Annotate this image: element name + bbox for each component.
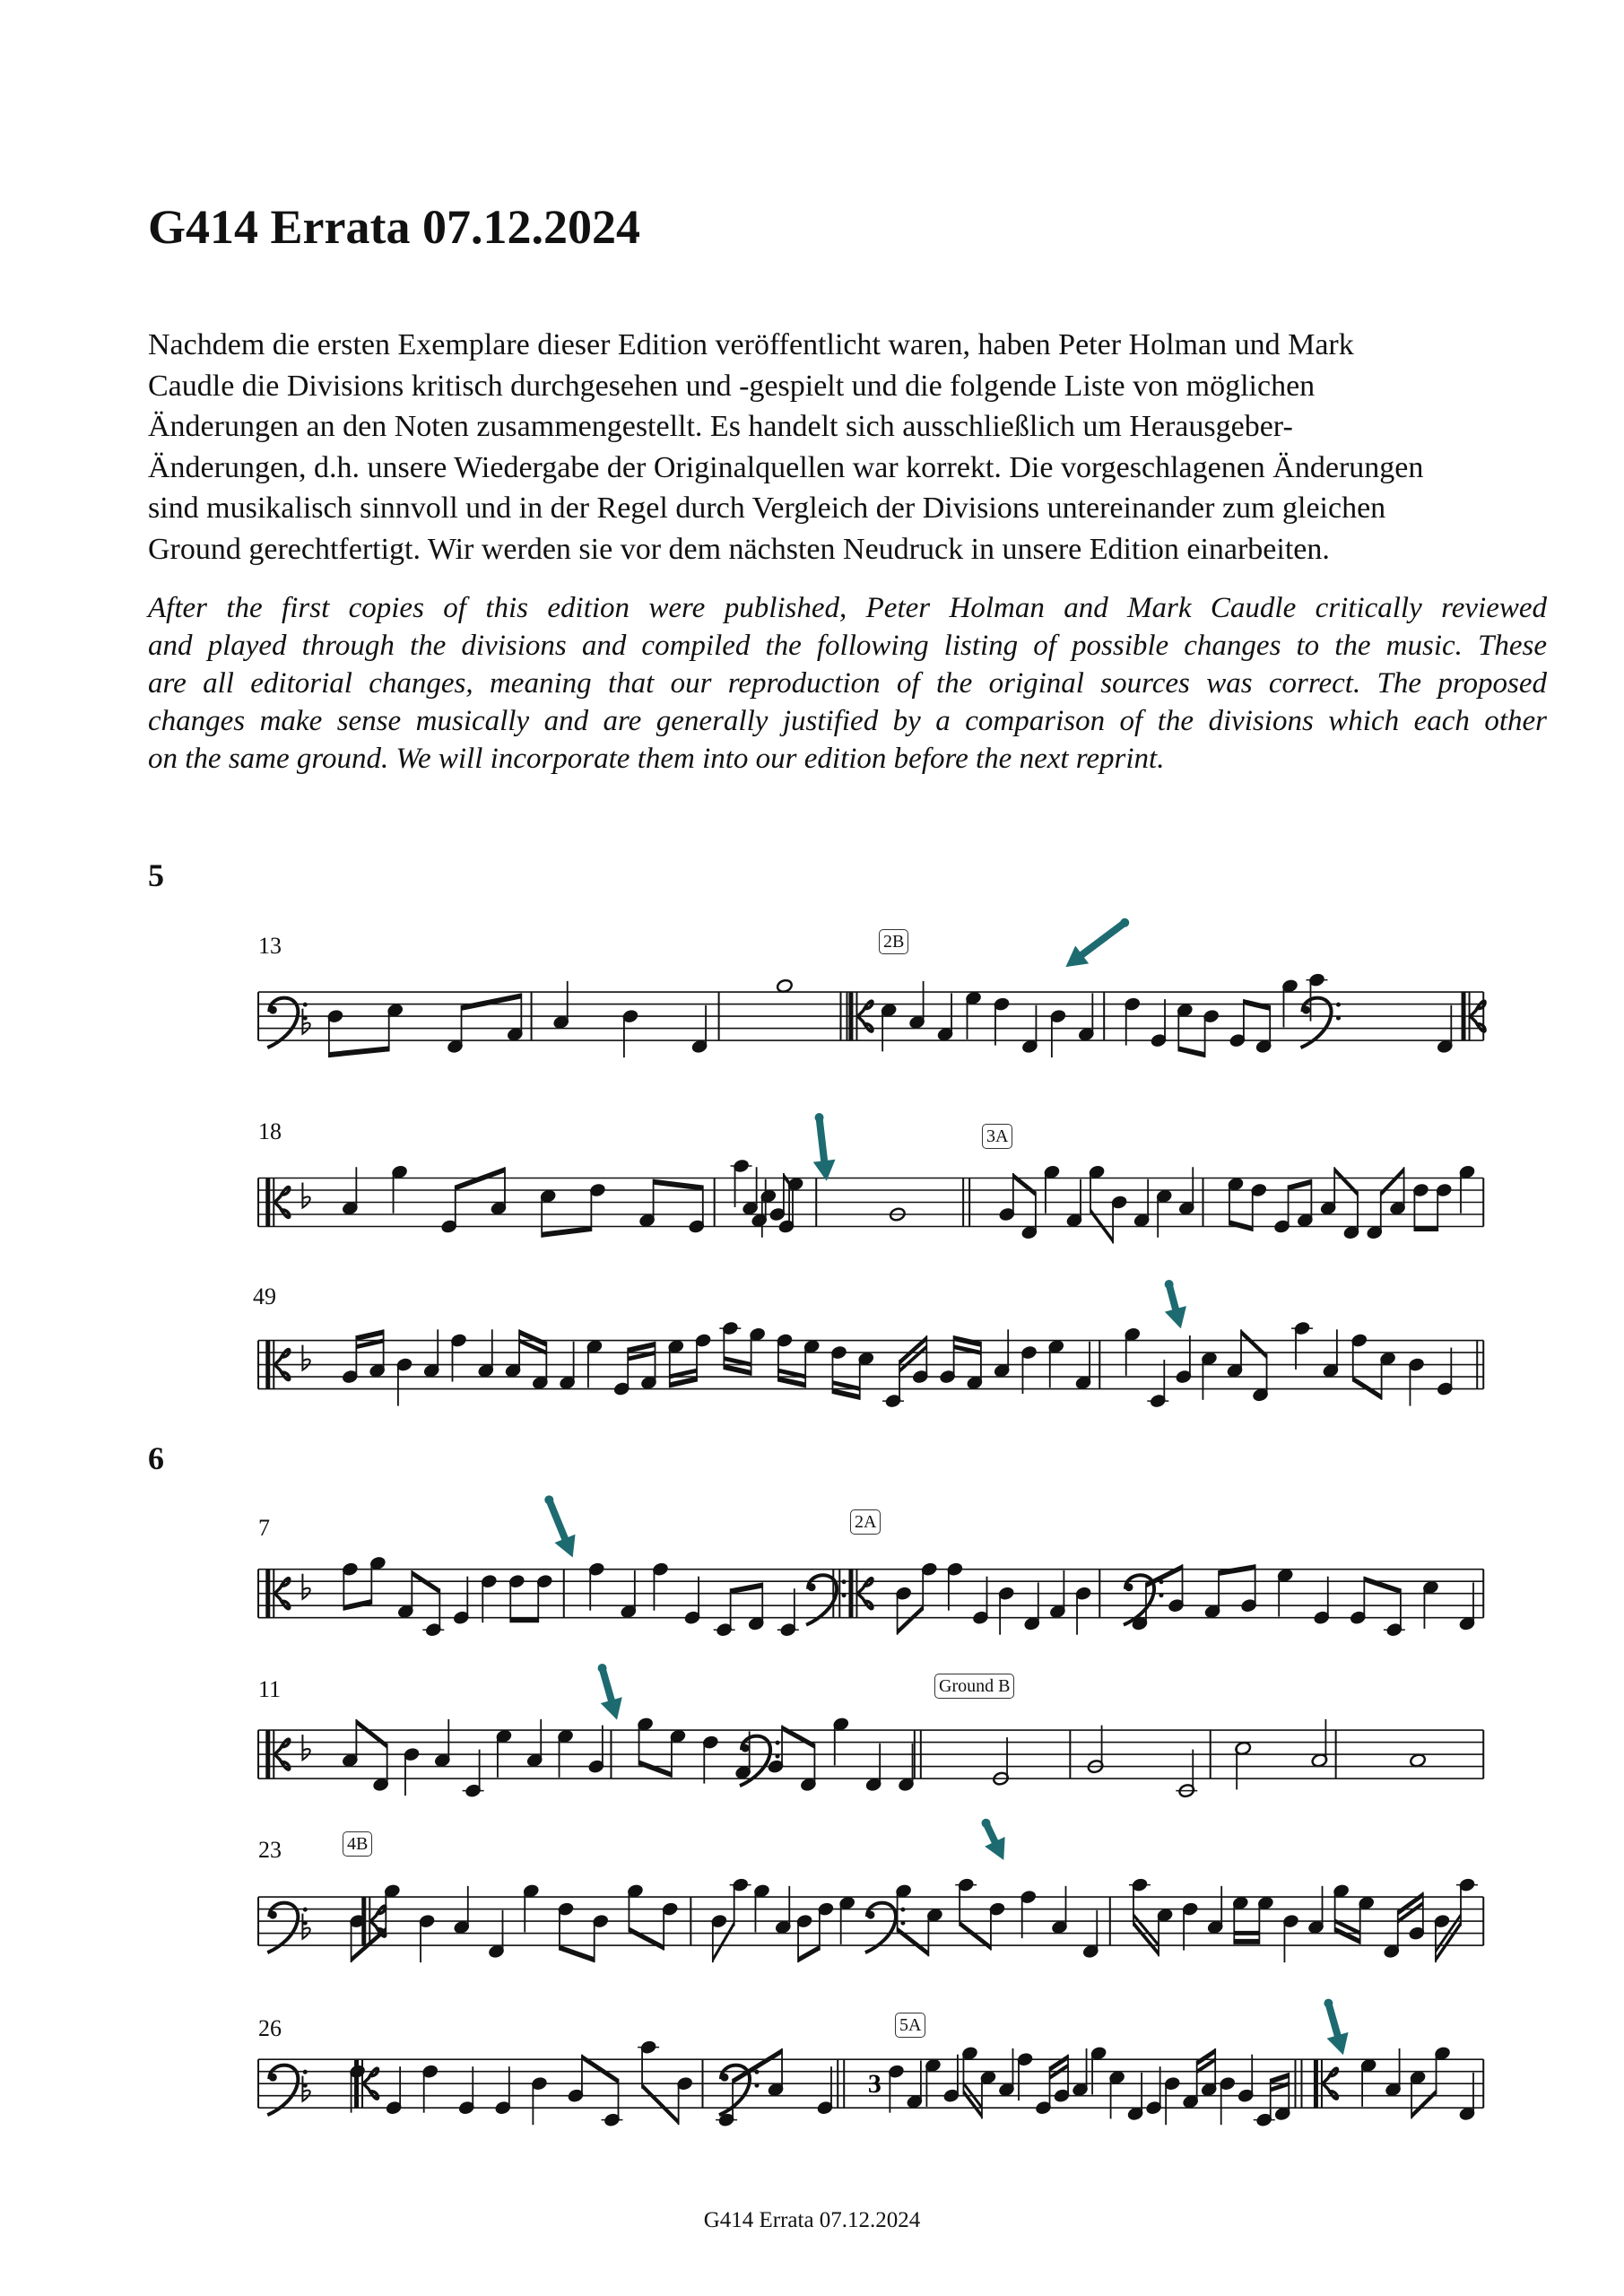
c-clef-icon <box>369 1897 370 1945</box>
beam <box>898 1926 929 1956</box>
measure-number: 26 <box>258 2015 282 2041</box>
arrow-icon <box>1079 923 1125 958</box>
beam <box>343 1599 371 1611</box>
arrow-icon <box>603 1668 613 1704</box>
rehearsal-mark: 2B <box>879 929 908 954</box>
bass-clef-icon <box>269 1911 277 1919</box>
rehearsal-mark: 2A <box>850 1509 881 1535</box>
measure-number: 49 <box>253 1283 276 1309</box>
beam <box>329 1046 389 1057</box>
rehearsal-mark: Ground B <box>934 1674 1014 1699</box>
bass-clef-icon <box>720 2074 728 2082</box>
measure-number: 11 <box>258 1676 282 1702</box>
bass-clef-icon <box>1336 1016 1341 1021</box>
beam <box>1353 1377 1382 1400</box>
beam <box>542 1226 591 1238</box>
beam <box>642 2083 679 2126</box>
beam <box>352 1926 386 1962</box>
beam <box>954 1335 981 1347</box>
rehearsal-mark: 4B <box>343 1831 372 1857</box>
beam <box>731 1582 763 1594</box>
beam <box>510 1617 538 1622</box>
bass-clef-icon <box>842 1593 847 1597</box>
beam <box>412 1570 439 1594</box>
beam <box>1241 1329 1267 1359</box>
text-line: Änderungen an den Noten zusammengestellt. Es handelt sich ausschließlich um Herausgeber- <box>148 410 1293 444</box>
beam <box>954 1344 981 1355</box>
beam <box>778 1377 805 1388</box>
beam <box>628 1342 655 1353</box>
rehearsal-mark: 5A <box>895 2013 925 2038</box>
bass-clef-icon <box>866 1911 874 1919</box>
arrow-icon <box>1165 1280 1174 1289</box>
beam <box>1219 1564 1255 1576</box>
flat-icon <box>302 1345 309 1370</box>
beam <box>639 1760 672 1778</box>
c-clef-icon <box>855 992 857 1040</box>
bass-clef-icon <box>808 1583 816 1591</box>
beam <box>456 1167 505 1190</box>
c-clef-icon <box>273 1178 274 1227</box>
beam <box>1178 1046 1204 1057</box>
bass-clef-icon <box>269 2074 277 2082</box>
c-clef-icon <box>1469 992 1471 1040</box>
arrow-icon <box>1165 1306 1186 1328</box>
bass-clef-icon <box>303 1908 308 1912</box>
arrow-icon <box>820 1118 825 1165</box>
text-line: and played through the divisions and compiled the following listing of possible changes to the music. These <box>148 630 1547 662</box>
beam <box>1289 1179 1312 1191</box>
rehearsal-mark: 3A <box>982 1124 1012 1149</box>
section-number: 5 <box>148 857 164 893</box>
text-line: Ground gerechtfertigt. Wir werden sie vor dem nächsten Neudruck in unsere Edition einarbeiten. <box>148 532 1330 566</box>
flat-icon <box>302 1183 309 1208</box>
c-clef-icon <box>1462 992 1466 1040</box>
c-clef-icon <box>273 1730 274 1779</box>
bass-clef-icon <box>303 2083 308 2088</box>
arrow-icon <box>1328 2004 1339 2039</box>
bass-clef-icon <box>303 2070 308 2074</box>
flat-icon <box>302 2076 309 2101</box>
arrow-icon <box>815 1113 824 1122</box>
beam <box>1334 1167 1358 1196</box>
text-line: Caudle die Divisions kritisch durchgesehen und -gespielt und die folgende Liste von möglichen <box>148 369 1316 403</box>
time-signature: 3 <box>867 2069 881 2100</box>
bass-clef-icon <box>303 1003 308 1007</box>
measure-number: 18 <box>258 1118 282 1144</box>
c-clef-icon <box>265 1570 270 1618</box>
bass-clef-icon <box>754 2070 759 2074</box>
measure-number: 7 <box>258 1515 270 1541</box>
c-clef-icon <box>265 1178 270 1227</box>
beam <box>1381 1167 1404 1196</box>
text-line: Änderungen, d.h. unsere Wiedergabe der Originalquellen war korrekt. Die vorgeschlagenen Änderungen <box>148 450 1424 484</box>
flat-icon <box>302 1574 309 1599</box>
beam <box>1229 1220 1253 1231</box>
beam <box>1234 1931 1259 1935</box>
arrow-icon <box>1120 918 1129 927</box>
c-clef-icon <box>1314 2059 1318 2108</box>
beam <box>1414 1226 1437 1231</box>
c-clef-icon <box>855 1570 857 1618</box>
c-clef-icon <box>265 1341 270 1389</box>
bass-clef-icon <box>303 1921 308 1926</box>
beam <box>724 1364 751 1376</box>
text-line: changes make sense musically and are generally justified by a comparison of the divisions which each other <box>148 705 1547 737</box>
c-clef-icon <box>848 1570 853 1618</box>
beam <box>1411 2089 1436 2118</box>
bass-clef-icon <box>842 1579 847 1584</box>
bass-clef-icon <box>1336 1003 1341 1007</box>
arrow-icon <box>982 1819 991 1828</box>
text-line: After the first copies of this edition were published, Peter Holman and Mark Caudle critically reviewed <box>148 592 1547 624</box>
arrow-icon <box>598 1664 607 1673</box>
arrow-icon <box>549 1500 567 1543</box>
flat-icon <box>302 1914 309 1939</box>
arrow-icon <box>1324 1999 1333 2008</box>
bass-clef-icon <box>742 1744 750 1752</box>
c-clef-icon <box>273 1341 274 1389</box>
bass-clef-icon <box>776 1741 780 1745</box>
arrow-icon <box>601 1697 622 1719</box>
beam <box>898 1605 924 1635</box>
beam <box>629 1926 664 1950</box>
bass-clef-icon <box>754 2083 759 2088</box>
bass-clef-icon <box>900 1908 905 1912</box>
beam <box>670 1377 697 1388</box>
measure-number: 23 <box>258 1837 282 1863</box>
c-clef-icon <box>1321 2059 1323 2108</box>
text-line: sind musikalisch sinnvoll und in der Regel durch Vergleich der Divisions untereinander zum gleichen <box>148 491 1386 526</box>
page-title: G414 Errata 07.12.2024 <box>148 200 640 254</box>
beam <box>1244 999 1270 1011</box>
text-line: are all editorial changes, meaning that our reproduction of the original sources was correct. The proposed <box>148 667 1547 700</box>
beam <box>798 1945 820 1963</box>
bass-clef-icon <box>1125 1583 1133 1591</box>
note <box>1409 1752 1426 1768</box>
bass-clef-icon <box>1302 1006 1310 1014</box>
beam <box>1234 1939 1259 1944</box>
text-line: Nachdem die ersten Exemplare dieser Edition veröffentlicht waren, haben Peter Holman und Mark <box>148 328 1354 361</box>
beam <box>1013 1173 1036 1196</box>
beam <box>1364 1577 1401 1595</box>
text-line: on the same ground. We will incorporate them into our edition before the next reprint. <box>148 743 1165 775</box>
beam <box>654 1179 703 1191</box>
bass-clef-icon <box>900 1921 905 1926</box>
bass-clef-icon <box>303 1016 308 1021</box>
c-clef-icon <box>848 992 853 1040</box>
beam <box>462 993 522 1011</box>
bass-clef-icon <box>269 1006 277 1014</box>
arrow-icon <box>1327 2032 1349 2055</box>
beam <box>356 1719 386 1749</box>
flat-icon <box>302 1735 309 1760</box>
note <box>776 978 793 994</box>
page-footer: G414 Errata 07.12.2024 <box>703 2208 921 2232</box>
beam <box>1146 1564 1183 1587</box>
c-clef-icon <box>265 1730 270 1779</box>
arrow-icon <box>544 1495 553 1504</box>
beam <box>356 1329 383 1341</box>
beam <box>782 1726 814 1749</box>
beam <box>832 1388 859 1400</box>
bass-clef-icon <box>1159 1593 1163 1597</box>
section-number: 6 <box>148 1440 164 1476</box>
beam <box>1271 2073 1290 2084</box>
beam <box>1090 1208 1113 1244</box>
flat-icon <box>302 1009 309 1034</box>
measure-number: 13 <box>258 933 282 959</box>
beam <box>560 1945 595 1963</box>
bass-clef-icon <box>776 1754 780 1759</box>
c-clef-icon <box>273 1570 274 1618</box>
